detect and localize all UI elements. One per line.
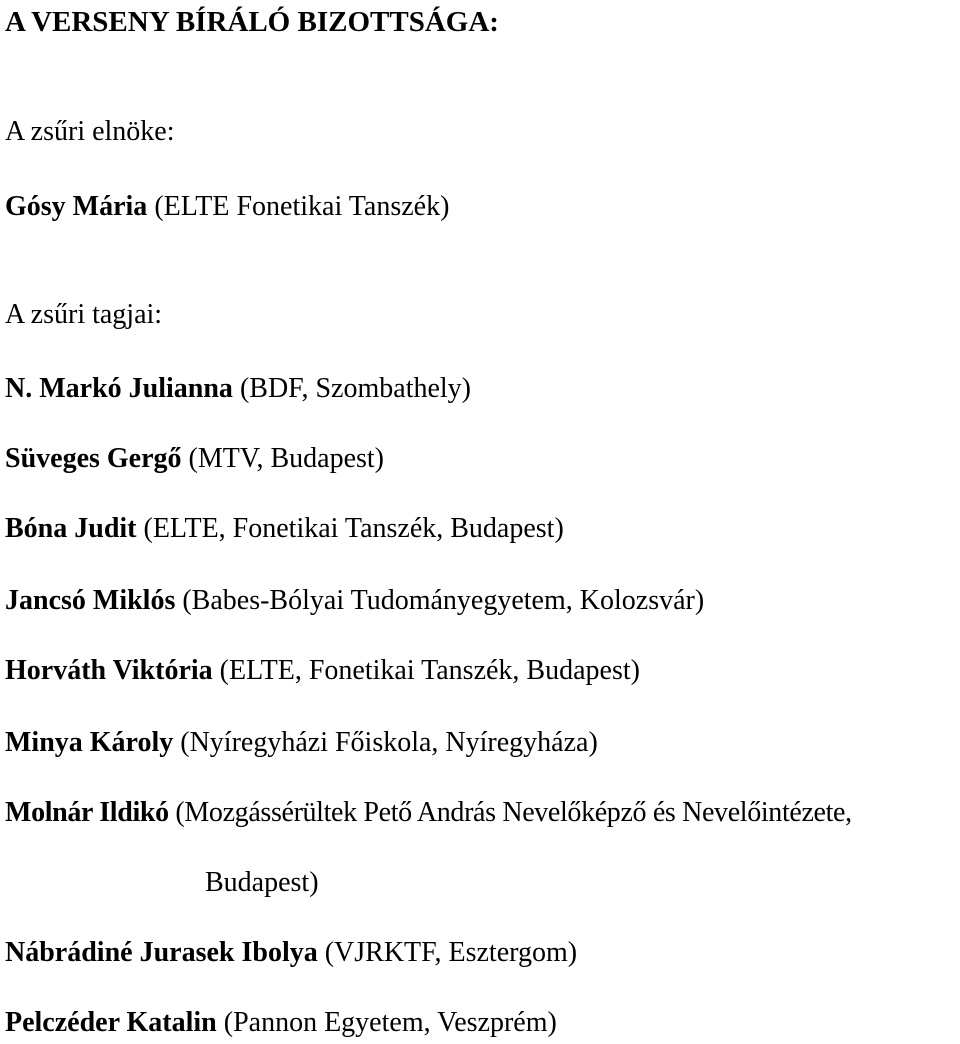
chair-affiliation: (ELTE Fonetikai Tanszék): [147, 191, 450, 222]
chair-name: Gósy Mária: [5, 191, 148, 222]
member-affiliation: (Pannon Egyetem, Veszprém): [216, 1007, 557, 1038]
chair-label: A zsűri elnöke:: [5, 116, 175, 147]
member-affiliation: (MTV, Budapest): [181, 443, 384, 474]
member-affiliation: (ELTE, Fonetikai Tanszék, Budapest): [212, 655, 640, 686]
member-affiliation: (VJRKTF, Esztergom): [317, 937, 578, 968]
member-name: Minya Károly: [5, 727, 174, 758]
member-affiliation: (ELTE, Fonetikai Tanszék, Budapest): [136, 513, 564, 544]
member-entry: [5, 442, 384, 476]
member-name: Molnár Ildikó: [5, 797, 169, 828]
member-name: Pelczéder Katalin: [5, 1007, 217, 1038]
member-entry: [5, 372, 471, 406]
member-affiliation: (Babes-Bólyai Tudományegyetem, Kolozsvár): [175, 585, 705, 616]
member-affiliation: (Nyíregyházi Főiskola, Nyíregyháza): [173, 727, 598, 758]
member-name: Horváth Viktória: [5, 655, 213, 686]
member-entry: [5, 936, 577, 970]
member-name: N. Markó Julianna: [5, 373, 233, 404]
member-entry: [5, 512, 564, 546]
member-name: Süveges Gergő: [5, 443, 182, 474]
member-entry: [5, 1006, 557, 1040]
member-name: Jancsó Miklós: [5, 585, 176, 616]
member-affiliation: (BDF, Szombathely): [232, 373, 472, 404]
document-title: A VERSENY BÍRÁLÓ BIZOTTSÁGA:: [5, 6, 499, 38]
member-name: Nábrádiné Jurasek Ibolya: [5, 937, 318, 968]
members-label: A zsűri tagjai:: [5, 299, 163, 330]
member-entry: [5, 796, 852, 830]
member-entry: [5, 654, 640, 688]
member-affiliation-continuation: Budapest): [205, 867, 319, 898]
member-name: Bóna Judit: [5, 513, 137, 544]
member-entry: [5, 584, 704, 618]
member-affiliation: (Mozgássérültek Pető András Nevelőképző és Nevelőintézete,: [168, 797, 852, 828]
member-entry: [5, 726, 598, 760]
chair-entry: [5, 190, 449, 224]
